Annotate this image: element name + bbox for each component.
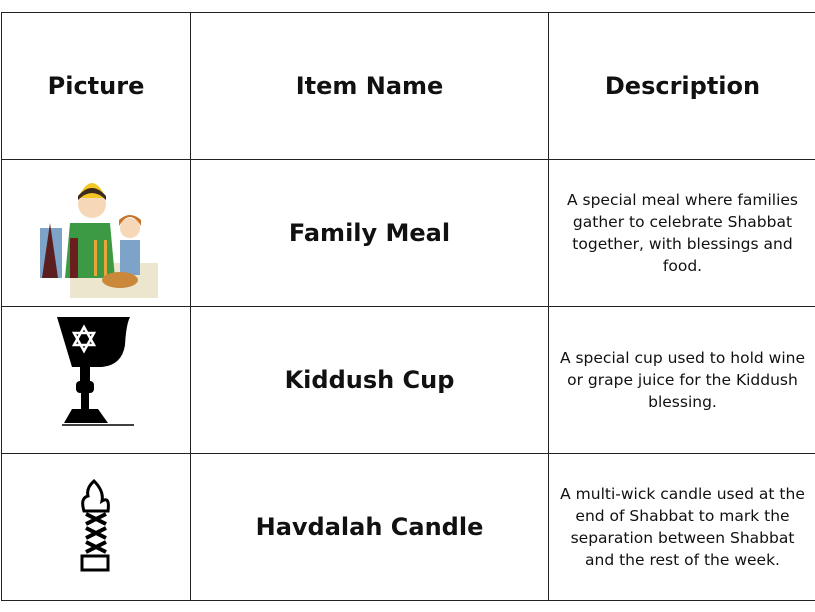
header-description: Description: [549, 13, 815, 160]
item-name: Kiddush Cup: [191, 307, 549, 454]
header-row: [2, 13, 815, 160]
item-description: A special cup used to hold wine or grape juice for the Kiddush blessing.: [549, 307, 815, 454]
items-table: [1, 12, 815, 601]
picture-cell: [2, 454, 191, 601]
family-meal-image: [30, 168, 160, 300]
table-row: [2, 454, 815, 601]
item-description: A special meal where families gather to celebrate Shabbat together, with blessings and food.: [549, 160, 815, 307]
picture-cell: [2, 307, 191, 454]
havdalah-candle-icon: [74, 476, 119, 576]
picture-cell: [2, 160, 191, 307]
item-description: A multi-wick candle used at the end of Shabbat to mark the separation between Shabbat and the rest of the week.: [549, 454, 815, 601]
kiddush-cup-icon: [52, 315, 142, 430]
item-name: Havdalah Candle: [191, 454, 549, 601]
table-row: [2, 307, 815, 454]
item-name: Family Meal: [191, 160, 549, 307]
table-row: [2, 160, 815, 307]
header-item-name: Item Name: [191, 13, 549, 160]
header-picture: Picture: [2, 13, 191, 160]
